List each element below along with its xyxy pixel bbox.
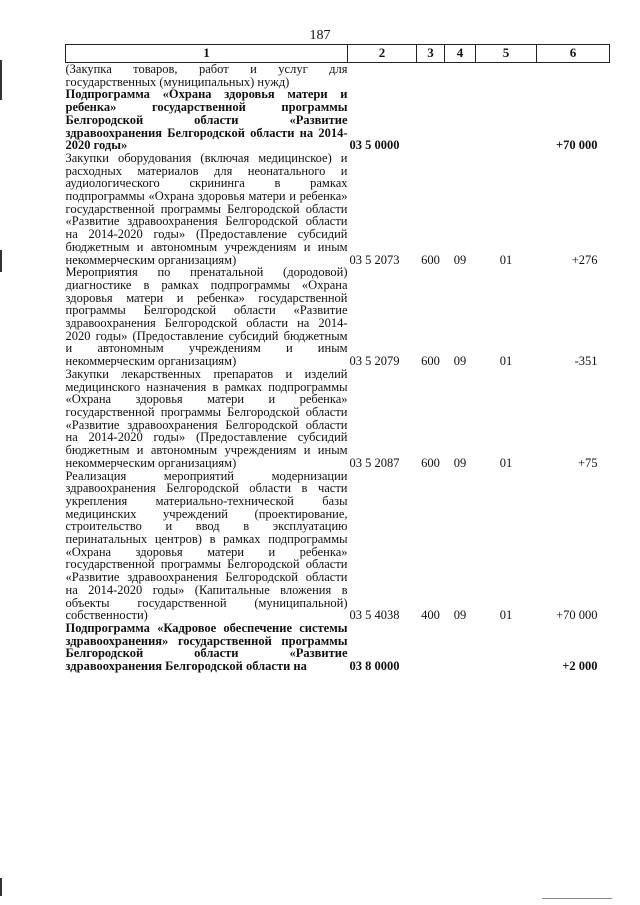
- target-article-code: [348, 63, 417, 89]
- amount: +75: [577, 455, 598, 470]
- subsection: [476, 88, 537, 152]
- header-col-1: 1: [66, 45, 348, 63]
- header-col-5: 5: [476, 45, 537, 63]
- scan-edge-mark: [0, 60, 2, 100]
- amount: [537, 63, 610, 89]
- subsection: 01: [499, 608, 513, 623]
- table-row: [66, 88, 610, 152]
- table-row: [66, 368, 610, 470]
- header-col-6: 6: [537, 45, 610, 63]
- section: 09: [453, 455, 467, 470]
- target-article-code: 03 5 4038: [349, 608, 400, 623]
- scan-edge-mark: [0, 250, 2, 272]
- section: [445, 63, 476, 89]
- target-article-code: 03 8 0000: [349, 659, 400, 674]
- row-description: Закупки оборудования (включая медицинское) и расходных материалов для неонатального и аудиологического скрининга в рамках подпрограммы «Охрана здоровья матери и ребенка» государственной программы Белгородской области «Развитие здравоохранения Белгородской области на 2014-2020 годы» (Предоставление субсидий бюджетным и автономным учреждениям и иным некоммерческим организациям): [65, 150, 348, 267]
- amount: +276: [571, 252, 598, 267]
- section: 09: [453, 608, 467, 623]
- table-header-row: [66, 45, 610, 63]
- section: 09: [453, 252, 467, 267]
- section: [445, 88, 476, 152]
- table-row: [66, 470, 610, 622]
- target-article-code: 03 5 2079: [349, 354, 400, 369]
- subsection: 01: [499, 354, 513, 369]
- row-description: Подпрограмма «Кадровое обеспечение системы здравоохранения» государственной программы Белгородской области «Развитие здравоохранения Белгородской области на: [65, 620, 348, 674]
- target-article-code: 03 5 2073: [349, 252, 400, 267]
- subsection: [476, 622, 537, 673]
- expense-type: [417, 622, 445, 673]
- expense-type: [417, 63, 445, 89]
- row-description: Закупки лекарственных препаратов и изделий медицинского назначения в рамках подпрограммы «Охрана здоровья матери и ребенка» государственной программы Белгородской области «Развитие здравоохранения Белгородской области на 2014-2020 годы» (Предоставление субсидий бюджетным и автономным учреждениям и иным некоммерческим организациям): [65, 366, 348, 470]
- row-description: Реализация мероприятий модернизации здравоохранения Белгородской области в части укрепления материально-технической базы медицинских учреждений (проектирование, строительство и ввод в эксплуатацию перинатальных центров) в рамках подпрограммы «Охрана здоровья матери и ребенка» государственной программы Белгородской области «Развитие здравоохранения Белгородской области на 2014-2020 годы» (Капитальные вложения в объекты государственной (муниципальной) собственности): [65, 468, 348, 623]
- budget-table: [65, 44, 610, 673]
- page-number: 187: [309, 28, 331, 43]
- section: [445, 622, 476, 673]
- subsection: [476, 63, 537, 89]
- row-description: (Закупка товаров, работ и услуг для государственных (муниципальных) нужд): [65, 62, 348, 89]
- amount: -351: [574, 354, 598, 369]
- table-row: [66, 63, 610, 89]
- expense-type: 600: [421, 354, 440, 369]
- table-row: [66, 152, 610, 266]
- target-article-code: 03 5 2087: [349, 455, 400, 470]
- table-row: [66, 266, 610, 368]
- header-col-4: 4: [445, 45, 476, 63]
- expense-type: 600: [421, 252, 440, 267]
- scan-edge-mark: [0, 878, 2, 896]
- row-description: Подпрограмма «Охрана здоровья матери и ребенка» государственной программы Белгородской области «Развитие здравоохранения Белгородской области на 2014-2020 годы»: [65, 87, 348, 153]
- subsection: 01: [499, 252, 513, 267]
- header-col-3: 3: [417, 45, 445, 63]
- amount: +2 000: [562, 659, 598, 674]
- amount: +70 000: [556, 608, 598, 623]
- target-article-code: 03 5 0000: [349, 138, 400, 153]
- subsection: 01: [499, 455, 513, 470]
- table-row: [66, 622, 610, 673]
- header-col-2: 2: [348, 45, 417, 63]
- scan-artifact-line: [542, 898, 612, 899]
- row-description: Мероприятия по пренатальной (дородовой) диагностике в рамках подпрограммы «Охрана здоровья матери и ребенка» государственной программы Белгородской области «Развитие здравоохранения Белгородской области на 2014-2020 годы» (Предоставление субсидий бюджетным и автономным учреждениям и иным некоммерческим организациям): [65, 265, 348, 369]
- section: 09: [453, 354, 467, 369]
- expense-type: 600: [421, 455, 440, 470]
- expense-type: [417, 88, 445, 152]
- amount: +70 000: [556, 138, 598, 153]
- expense-type: 400: [421, 608, 440, 623]
